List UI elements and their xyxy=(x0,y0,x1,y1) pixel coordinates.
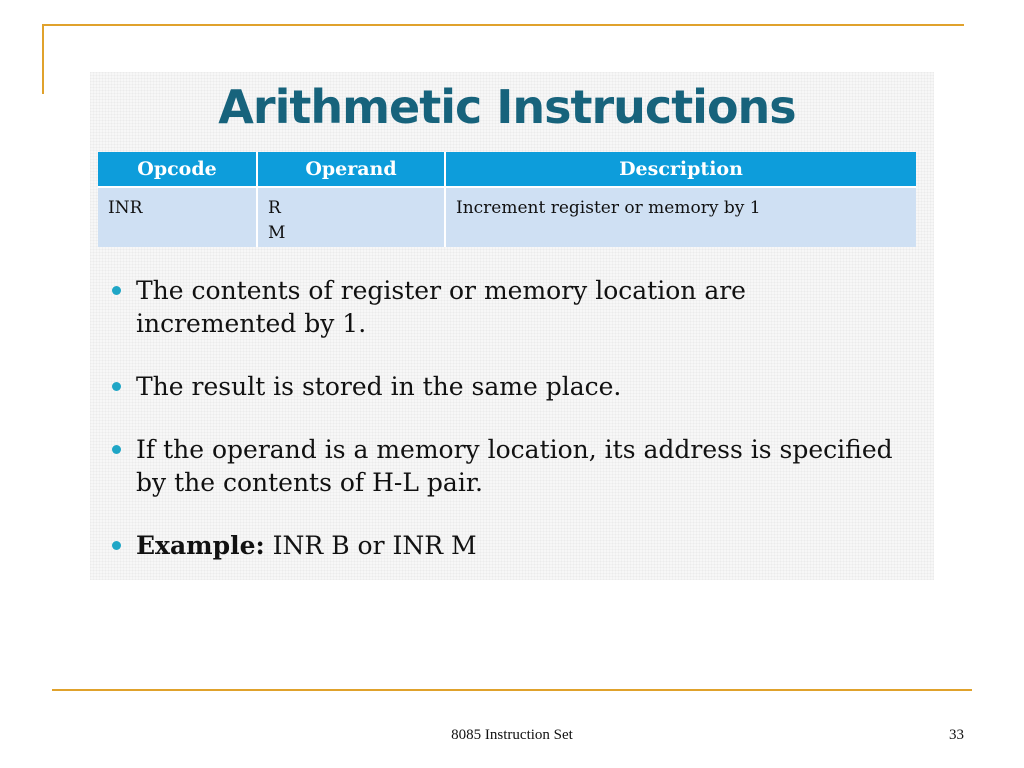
bullet-list xyxy=(110,274,910,592)
frame-left-rule xyxy=(42,24,44,94)
bullet-text: INR B or INR M xyxy=(264,531,477,560)
table-header-row xyxy=(98,152,916,187)
frame-top-rule xyxy=(42,24,964,26)
page-number: 33 xyxy=(949,727,964,743)
bullet-text: If the operand is a memory location, its address is specified by the contents of H-L pair. xyxy=(136,435,893,497)
bullet-dot-icon xyxy=(112,286,121,295)
bullet-text: The contents of register or memory location are incremented by 1. xyxy=(136,276,746,338)
operand-r: R xyxy=(268,198,281,218)
list-item xyxy=(110,529,910,562)
list-item xyxy=(110,433,910,499)
header-description: Description xyxy=(445,152,916,187)
operand-m: M xyxy=(268,223,286,243)
instruction-table xyxy=(98,152,916,247)
bullet-dot-icon xyxy=(112,445,121,454)
bullet-dot-icon xyxy=(112,541,121,550)
cell-description: Increment register or memory by 1 xyxy=(445,187,916,247)
table-row xyxy=(98,187,916,247)
cell-opcode: INR xyxy=(98,187,257,247)
list-item xyxy=(110,370,910,403)
header-operand: Operand xyxy=(257,152,445,187)
frame-bottom-rule xyxy=(52,689,972,691)
slide-title: Arithmetic Instructions xyxy=(218,80,796,134)
bullet-text: The result is stored in the same place. xyxy=(136,372,622,401)
content-image xyxy=(90,72,934,580)
bullet-dot-icon xyxy=(112,382,121,391)
footer-text: 8085 Instruction Set xyxy=(451,727,573,743)
header-opcode: Opcode xyxy=(98,152,257,187)
list-item xyxy=(110,274,910,340)
cell-operand xyxy=(257,187,445,247)
bullet-bold: Example: xyxy=(136,531,265,560)
